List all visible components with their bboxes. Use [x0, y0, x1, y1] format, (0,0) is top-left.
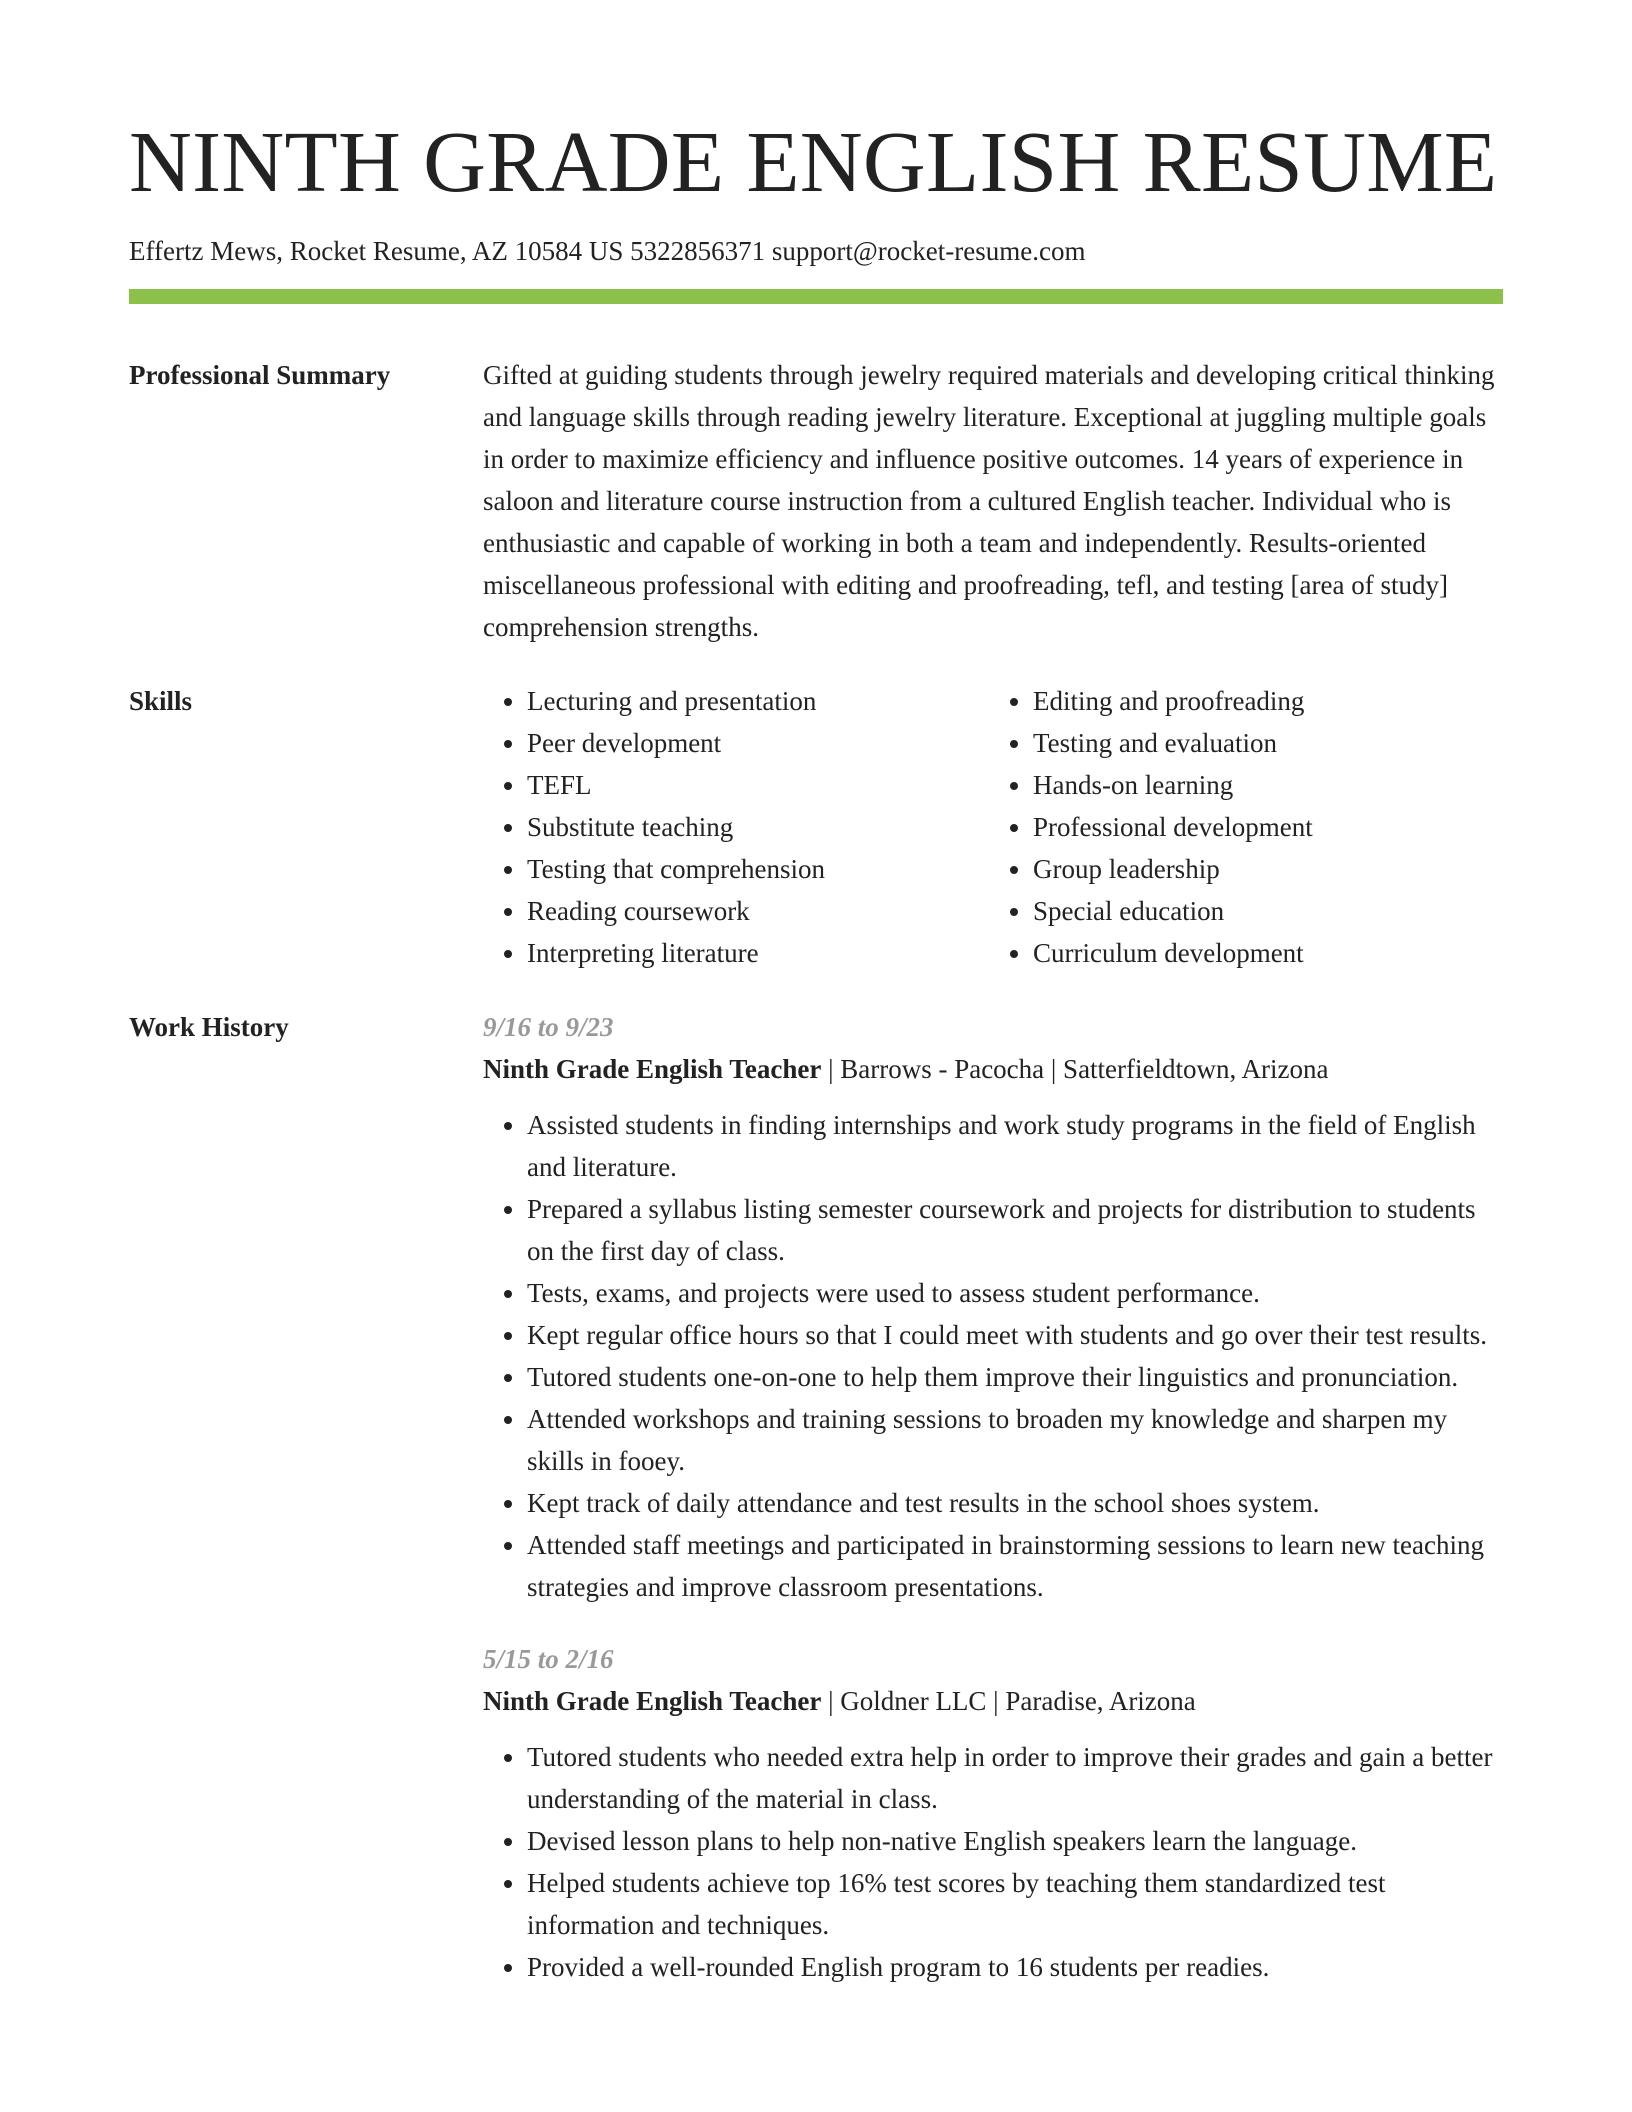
- job-bullet: • Devised lesson plans to help non-native English speakers learn the language.: [527, 1820, 1503, 1862]
- job-bullet: • Kept track of daily attendance and test results in the school shoes system.: [527, 1482, 1503, 1524]
- skill-item: • Professional development: [1033, 806, 1313, 848]
- job-bullets: [483, 1104, 1503, 1608]
- skill-item: • Reading coursework: [527, 890, 989, 932]
- work-body: [483, 1006, 1503, 1988]
- skill-item: • Editing and proofreading: [1033, 680, 1313, 722]
- section-label-summary: Professional Summary: [129, 360, 391, 391]
- summary-body: [483, 354, 1503, 648]
- job-details: | Goldner LLC | Paradise, Arizona: [821, 1686, 1196, 1717]
- job-entry: [483, 1006, 1503, 1608]
- job-bullet: • Helped students achieve top 16% test scores by teaching them standardized test information and techniques.: [527, 1862, 1503, 1946]
- job-details: | Barrows - Pacocha | Satterfieldtown, Arizona: [821, 1054, 1329, 1085]
- skill-item: • TEFL: [527, 764, 989, 806]
- resume-title: NINTH GRADE ENGLISH RESUME: [129, 113, 1498, 210]
- section-label-skills: Skills: [129, 686, 193, 717]
- job-bullet: • Kept regular office hours so that I could meet with students and go over their test results.: [527, 1314, 1503, 1356]
- job-bullet: • Provided a well-rounded English program to 16 students per readies.: [527, 1946, 1503, 1988]
- skills-body: [483, 680, 1503, 974]
- job-bullet: • Attended workshops and training sessions to broaden my knowledge and sharpen my skills in fooey.: [527, 1398, 1503, 1482]
- contact-line: Effertz Mews, Rocket Resume, AZ 10584 US 5322856371 support@rocket-resume.com: [129, 236, 1086, 266]
- job-bullet: • Assisted students in finding internships and work study programs in the field of English and literature.: [527, 1104, 1503, 1188]
- skill-item: • Interpreting literature: [527, 932, 989, 974]
- professional-summary-section: [129, 354, 1503, 648]
- skill-item: • Peer development: [527, 722, 989, 764]
- skill-item: • Testing that comprehension: [527, 848, 989, 890]
- accent-divider: [129, 289, 1503, 304]
- job-bullet: • Tutored students who needed extra help in order to improve their grades and gain a better understanding of the material in class.: [527, 1736, 1503, 1820]
- skills-list-left: [483, 680, 989, 974]
- job-dates: 5/15 to 2/16: [483, 1644, 614, 1675]
- job-bullet: • Tutored students one-on-one to help them improve their linguistics and pronunciation.: [527, 1356, 1503, 1398]
- skill-item: • Curriculum development: [1033, 932, 1313, 974]
- skill-item: • Testing and evaluation: [1033, 722, 1313, 764]
- summary-text: Gifted at guiding students through jewelry required materials and developing critical thinking and language skills through reading jewelry literature. Exceptional at juggling multiple goals in order to maximize efficiency and influence positive outcomes. 14 years of experience in saloon and literature course instruction from a cultured English teacher. Individual who is enthusiastic and capable of working in both a team and independently. Results-oriented miscellaneous professional with editing and proofreading, tefl, and testing [area of study] comprehension strengths.: [483, 360, 1495, 643]
- skill-item: • Substitute teaching: [527, 806, 989, 848]
- skill-item: • Lecturing and presentation: [527, 680, 989, 722]
- job-bullet: • Attended staff meetings and participated in brainstorming sessions to learn new teaching strategies and improve classroom presentations.: [527, 1524, 1503, 1608]
- job-title: Ninth Grade English Teacher: [483, 1054, 822, 1085]
- skill-item: • Hands-on learning: [1033, 764, 1313, 806]
- section-label-work: Work History: [129, 1012, 289, 1043]
- job-dates: 9/16 to 9/23: [483, 1012, 614, 1043]
- skills-section: [129, 680, 1503, 974]
- job-bullet: • Tests, exams, and projects were used to assess student performance.: [527, 1272, 1503, 1314]
- job-bullet: • Prepared a syllabus listing semester coursework and projects for distribution to students on the first day of class.: [527, 1188, 1503, 1272]
- skills-list-right: [989, 680, 1313, 974]
- job-title: Ninth Grade English Teacher: [483, 1686, 822, 1717]
- job-entry: [483, 1638, 1503, 1988]
- work-history-section: [129, 1006, 1503, 1988]
- job-bullets: [483, 1736, 1503, 1988]
- skill-item: • Group leadership: [1033, 848, 1313, 890]
- job-heading: [483, 1048, 1503, 1090]
- job-heading: [483, 1680, 1503, 1722]
- skill-item: • Special education: [1033, 890, 1313, 932]
